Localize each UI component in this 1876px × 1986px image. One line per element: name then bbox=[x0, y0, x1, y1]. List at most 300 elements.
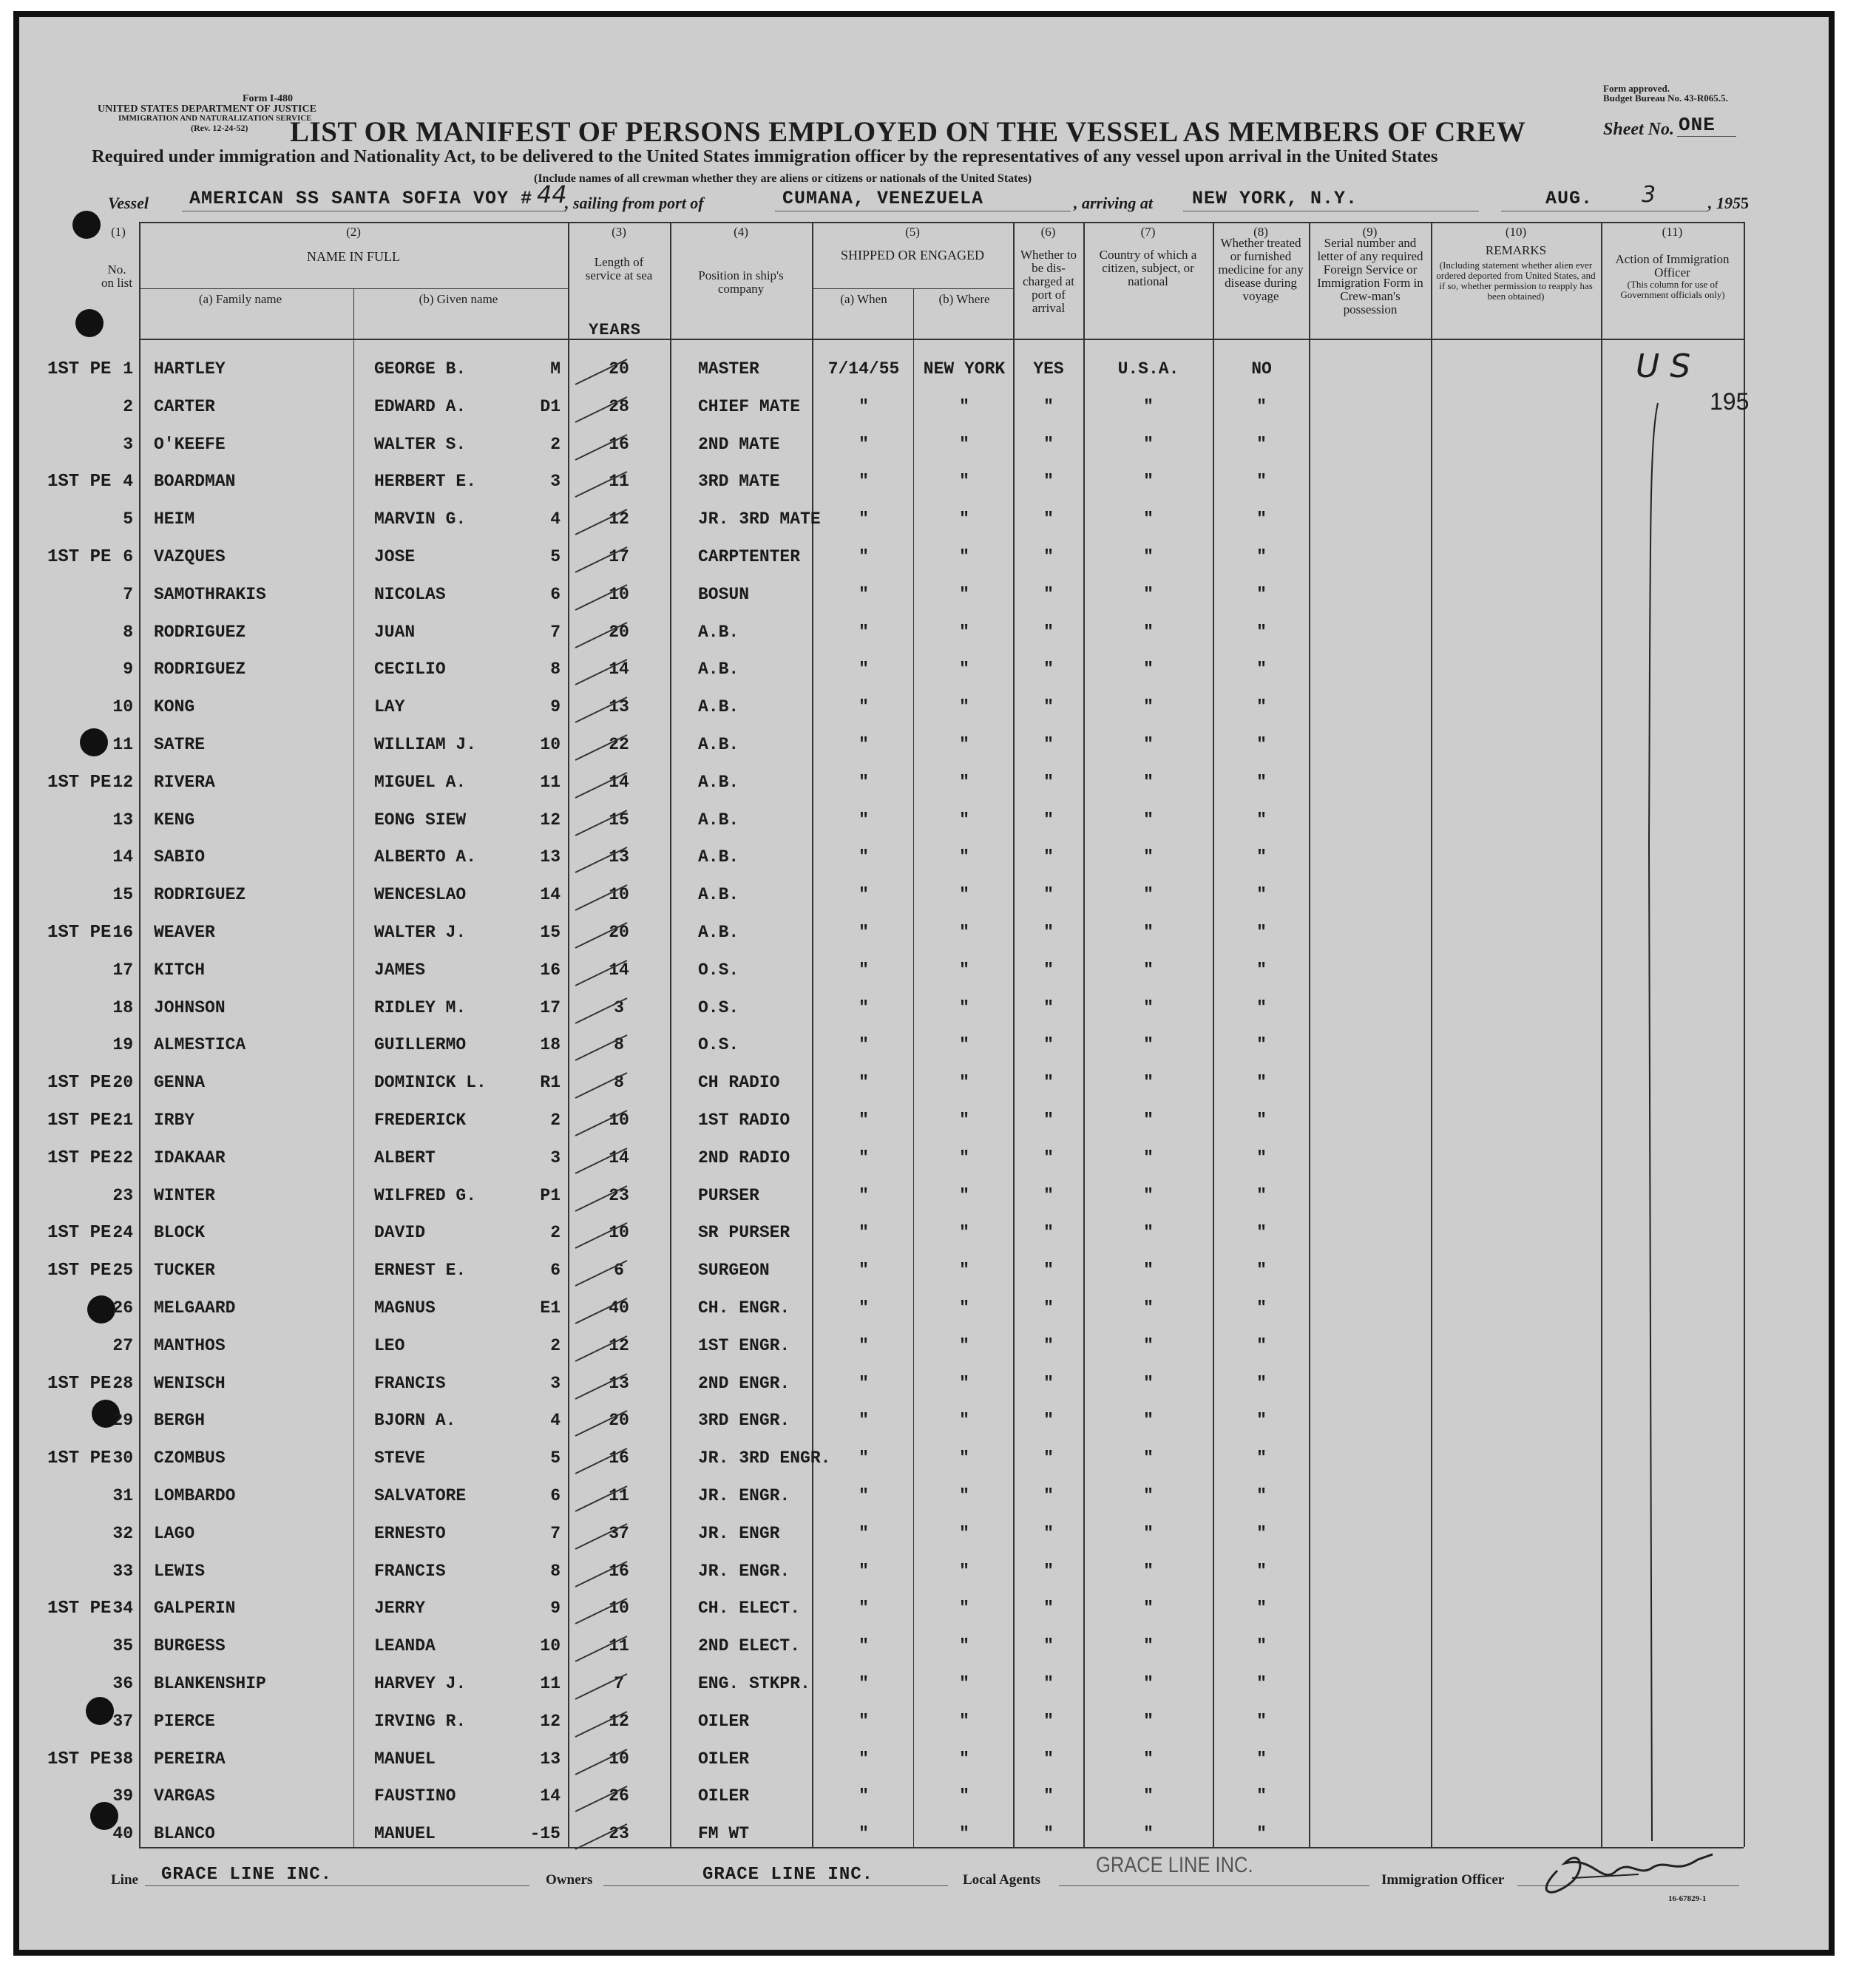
cell-discharged: " bbox=[1043, 923, 1054, 942]
vessel-name: AMERICAN SS SANTA SOFIA VOY # bbox=[189, 188, 533, 209]
cell-given: WILLIAM J. bbox=[374, 735, 477, 754]
cell-when: " bbox=[859, 1111, 869, 1130]
cell-where: " bbox=[959, 660, 969, 679]
cell-pre: 1ST PE bbox=[47, 1599, 112, 1619]
cell-position: 2ND ENGR. bbox=[698, 1373, 790, 1393]
cell-years: 13 bbox=[609, 1373, 629, 1393]
cell-code: 10 bbox=[540, 1636, 561, 1656]
cell-discharged: " bbox=[1043, 396, 1054, 416]
cell-medicine: " bbox=[1256, 547, 1267, 566]
cell-no: 5 bbox=[123, 509, 133, 529]
cell-years: 22 bbox=[609, 735, 629, 754]
cell-discharged: " bbox=[1043, 622, 1054, 642]
col-shipped-num: (5) bbox=[905, 225, 920, 239]
col-discharged-num: (6) bbox=[1040, 225, 1056, 239]
cell-medicine: " bbox=[1256, 1786, 1267, 1806]
arrival-port: NEW YORK, N.Y. bbox=[1192, 188, 1358, 209]
cell-position: CH. ELECT. bbox=[698, 1599, 801, 1619]
cell-position: JR. ENGR. bbox=[698, 1486, 790, 1505]
cell-discharged: " bbox=[1043, 1786, 1054, 1806]
cell-where: " bbox=[959, 1185, 969, 1205]
cell-when: " bbox=[859, 1335, 869, 1355]
cell-family: KONG bbox=[154, 697, 195, 717]
cell-years: 10 bbox=[609, 885, 629, 905]
cell-code: 3 bbox=[550, 1148, 561, 1167]
cell-family: WINTER bbox=[154, 1185, 215, 1205]
cell-country: " bbox=[1143, 1373, 1154, 1393]
cell-medicine: " bbox=[1256, 735, 1267, 754]
cell-where: " bbox=[959, 1636, 969, 1656]
cell-where: " bbox=[959, 1749, 969, 1769]
tally-stroke bbox=[569, 1405, 636, 1442]
crew-count: 195 bbox=[1710, 388, 1750, 415]
cell-medicine: " bbox=[1256, 1674, 1267, 1693]
cell-code: 4 bbox=[550, 509, 561, 529]
owners-value: GRACE LINE INC. bbox=[702, 1865, 874, 1885]
cell-discharged: " bbox=[1043, 885, 1054, 905]
cell-family: BLANKENSHIP bbox=[154, 1674, 266, 1693]
tally-stroke bbox=[569, 691, 636, 728]
cell-no: 36 bbox=[112, 1674, 133, 1693]
cell-pre: 1ST PE bbox=[47, 1223, 112, 1244]
cell-discharged: " bbox=[1043, 1261, 1054, 1281]
cell-given: EONG SIEW bbox=[374, 810, 467, 830]
cell-no: 35 bbox=[112, 1636, 133, 1656]
cell-years: 26 bbox=[609, 1786, 629, 1806]
cell-country: " bbox=[1143, 660, 1154, 679]
cell-country: " bbox=[1143, 622, 1154, 642]
cell-pre: 1ST PE bbox=[47, 472, 112, 492]
cell-years: 20 bbox=[609, 622, 629, 642]
cell-position: A.B. bbox=[698, 847, 739, 867]
cell-country: " bbox=[1143, 735, 1154, 754]
col-no-num: (1) bbox=[111, 225, 126, 239]
cell-no: 13 bbox=[112, 810, 133, 830]
subtitle: Required under immigration and Nationality Act, to be delivered to the United States immigration officer by the representatives of any vessel upon arrival in the United States bbox=[92, 146, 1438, 166]
cell-no: 29 bbox=[112, 1411, 133, 1431]
tally-stroke bbox=[569, 841, 636, 878]
cell-family: GENNA bbox=[154, 1073, 206, 1093]
cell-when: " bbox=[859, 772, 869, 792]
cell-years: 14 bbox=[609, 1148, 629, 1167]
cell-code: 11 bbox=[540, 772, 561, 792]
cell-country: " bbox=[1143, 434, 1154, 454]
cell-years: 37 bbox=[609, 1523, 629, 1543]
cell-position: O.S. bbox=[698, 1035, 739, 1055]
cell-years: 16 bbox=[609, 1448, 629, 1468]
cell-position: 1ST ENGR. bbox=[698, 1335, 790, 1355]
cell-code: 12 bbox=[540, 1711, 561, 1731]
cell-medicine: " bbox=[1256, 960, 1267, 980]
cell-code: 5 bbox=[550, 1448, 561, 1468]
cell-where: " bbox=[959, 1486, 969, 1505]
cell-where: " bbox=[959, 885, 969, 905]
cell-when: " bbox=[859, 472, 869, 492]
cell-medicine: " bbox=[1256, 1073, 1267, 1093]
tally-stroke bbox=[569, 804, 636, 841]
cell-when: " bbox=[859, 885, 869, 905]
cell-no: 20 bbox=[112, 1073, 133, 1093]
cell-given: MIGUEL A. bbox=[374, 772, 467, 792]
cell-code: 6 bbox=[550, 584, 561, 604]
cell-family: KENG bbox=[154, 810, 195, 830]
cell-when: " bbox=[859, 396, 869, 416]
cell-family: BLOCK bbox=[154, 1223, 206, 1243]
cell-position: A.B. bbox=[698, 772, 739, 792]
arrival-month: AUG. bbox=[1545, 188, 1594, 209]
cell-discharged: " bbox=[1043, 1561, 1054, 1581]
cell-where: " bbox=[959, 1035, 969, 1055]
cell-no: 32 bbox=[112, 1523, 133, 1543]
col-action-header: Action of Immigration Officer bbox=[1615, 252, 1730, 279]
cell-code: 17 bbox=[540, 997, 561, 1017]
cell-years: 28 bbox=[609, 396, 629, 416]
cell-when: " bbox=[859, 1636, 869, 1656]
cell-years: 13 bbox=[609, 847, 629, 867]
cell-family: RODRIGUEZ bbox=[154, 622, 246, 642]
cell-years: 14 bbox=[609, 772, 629, 792]
col-position-num: (4) bbox=[734, 225, 748, 239]
cell-discharged: " bbox=[1043, 472, 1054, 492]
col-when-header: (a) When bbox=[840, 292, 887, 306]
cell-medicine: " bbox=[1256, 697, 1267, 717]
col-discharged-header: Whether to be dis-charged at port of arrival bbox=[1020, 248, 1077, 315]
cell-years: 3 bbox=[614, 997, 624, 1017]
punch-hole bbox=[75, 309, 104, 337]
cell-medicine: " bbox=[1256, 584, 1267, 604]
cell-when: " bbox=[859, 847, 869, 867]
cell-where: " bbox=[959, 584, 969, 604]
cell-position: SR PURSER bbox=[698, 1223, 790, 1243]
tally-stroke bbox=[569, 1255, 636, 1292]
cell-medicine: " bbox=[1256, 1824, 1267, 1844]
cell-where: " bbox=[959, 810, 969, 830]
cell-code: 3 bbox=[550, 1373, 561, 1393]
cell-years: 17 bbox=[609, 547, 629, 566]
tally-stroke bbox=[569, 1292, 636, 1329]
cell-code: 2 bbox=[550, 1335, 561, 1355]
page-title: LIST OR MANIFEST OF PERSONS EMPLOYED ON THE VESSEL AS MEMBERS OF CREW bbox=[290, 116, 1526, 148]
cell-discharged: " bbox=[1043, 960, 1054, 980]
cell-pre: 1ST PE bbox=[47, 1261, 112, 1281]
tally-stroke bbox=[569, 992, 636, 1029]
cell-where: " bbox=[959, 1448, 969, 1468]
tally-stroke bbox=[569, 767, 636, 804]
col-years-header: Length of service at sea bbox=[585, 255, 653, 282]
cell-where: " bbox=[959, 1373, 969, 1393]
cell-position: A.B. bbox=[698, 697, 739, 717]
vessel-label: Vessel bbox=[108, 194, 149, 212]
cell-years: 14 bbox=[609, 960, 629, 980]
cell-discharged: " bbox=[1043, 1599, 1054, 1619]
cell-family: IRBY bbox=[154, 1111, 195, 1130]
col-years-unit: YEARS bbox=[589, 321, 642, 339]
cell-no: 26 bbox=[112, 1298, 133, 1318]
cell-country: " bbox=[1143, 1073, 1154, 1093]
cell-discharged: " bbox=[1043, 1636, 1054, 1656]
cell-where: " bbox=[959, 1599, 969, 1619]
print-code: 16-67829-1 bbox=[1668, 1894, 1707, 1903]
cell-years: 12 bbox=[609, 1711, 629, 1731]
cell-when: " bbox=[859, 660, 869, 679]
cell-no: 19 bbox=[112, 1035, 133, 1055]
cell-when: " bbox=[859, 1148, 869, 1167]
cell-years: 20 bbox=[609, 923, 629, 942]
cell-family: BURGESS bbox=[154, 1636, 226, 1656]
cell-position: CARPTENTER bbox=[698, 547, 801, 566]
col-name-num: (2) bbox=[346, 225, 361, 239]
cell-code: 10 bbox=[540, 735, 561, 754]
cell-pre: 1ST PE bbox=[47, 1148, 112, 1168]
cell-code: 9 bbox=[550, 697, 561, 717]
cell-given: MANUEL bbox=[374, 1824, 436, 1844]
col-action-sub: (This column for use of Government officials only) bbox=[1620, 279, 1725, 300]
cell-medicine: " bbox=[1256, 1185, 1267, 1205]
cell-code: M bbox=[550, 359, 561, 379]
cell-no: 23 bbox=[112, 1185, 133, 1205]
cell-medicine: " bbox=[1256, 923, 1267, 942]
cell-family: LAGO bbox=[154, 1523, 195, 1543]
cell-years: 10 bbox=[609, 1223, 629, 1243]
tally-stroke bbox=[569, 729, 636, 766]
cell-given: GUILLERMO bbox=[374, 1035, 467, 1055]
cell-given: HERBERT E. bbox=[374, 472, 477, 492]
cell-pre: 1ST PE bbox=[47, 1448, 112, 1469]
cell-discharged: " bbox=[1043, 1223, 1054, 1243]
cell-when: " bbox=[859, 584, 869, 604]
tally-stroke bbox=[569, 541, 636, 578]
cell-years: 11 bbox=[609, 472, 629, 492]
sheet-number: ONE bbox=[1679, 114, 1716, 136]
cell-code: 11 bbox=[540, 1674, 561, 1693]
cell-no: 38 bbox=[112, 1749, 133, 1769]
departure-port: CUMANA, VENEZUELA bbox=[782, 188, 984, 209]
cell-position: A.B. bbox=[698, 885, 739, 905]
cell-no: 2 bbox=[123, 396, 133, 416]
cell-discharged: " bbox=[1043, 1073, 1054, 1093]
tally-stroke bbox=[569, 955, 636, 992]
voyage-number: 44 bbox=[537, 180, 567, 209]
cell-when: " bbox=[859, 1523, 869, 1543]
tally-stroke bbox=[569, 1443, 636, 1480]
cell-position: A.B. bbox=[698, 810, 739, 830]
cell-years: 11 bbox=[609, 1636, 629, 1656]
cell-when: " bbox=[859, 1786, 869, 1806]
cell-code: E1 bbox=[540, 1298, 561, 1318]
cell-when: " bbox=[859, 1711, 869, 1731]
cell-country: " bbox=[1143, 1448, 1154, 1468]
cell-no: 11 bbox=[112, 735, 133, 754]
cell-code: 15 bbox=[540, 923, 561, 942]
col-shipped-header: SHIPPED OR ENGAGED bbox=[840, 248, 984, 262]
cell-position: CH. ENGR. bbox=[698, 1298, 790, 1318]
cell-when: " bbox=[859, 960, 869, 980]
cell-medicine: " bbox=[1256, 472, 1267, 492]
cell-discharged: " bbox=[1043, 1486, 1054, 1505]
cell-no: 34 bbox=[112, 1599, 133, 1619]
tally-stroke bbox=[569, 617, 636, 654]
cell-no: 17 bbox=[112, 960, 133, 980]
cell-code: 8 bbox=[550, 660, 561, 679]
cell-country: " bbox=[1143, 1223, 1154, 1243]
cell-medicine: " bbox=[1256, 1749, 1267, 1769]
cell-family: CARTER bbox=[154, 396, 215, 416]
cell-position: SURGEON bbox=[698, 1261, 770, 1281]
cell-country: " bbox=[1143, 1636, 1154, 1656]
cell-discharged: " bbox=[1043, 1185, 1054, 1205]
cell-country: " bbox=[1143, 1824, 1154, 1844]
cell-where: " bbox=[959, 1223, 969, 1243]
cell-where: " bbox=[959, 622, 969, 642]
cell-no: 22 bbox=[112, 1148, 133, 1167]
cell-given: SALVATORE bbox=[374, 1486, 467, 1505]
cell-code: 6 bbox=[550, 1261, 561, 1281]
cell-medicine: " bbox=[1256, 997, 1267, 1017]
cell-position: A.B. bbox=[698, 660, 739, 679]
cell-family: VARGAS bbox=[154, 1786, 215, 1806]
cell-where: " bbox=[959, 547, 969, 566]
cell-country: " bbox=[1143, 547, 1154, 566]
col-name-header: NAME IN FULL bbox=[307, 249, 400, 264]
cell-code: 14 bbox=[540, 885, 561, 905]
cell-given: DOMINICK L. bbox=[374, 1073, 487, 1093]
tally-stroke bbox=[569, 466, 636, 503]
cell-no: 37 bbox=[112, 1711, 133, 1731]
cell-no: 3 bbox=[123, 434, 133, 454]
cell-position: FM WT bbox=[698, 1824, 750, 1844]
cell-code: 2 bbox=[550, 434, 561, 454]
cell-code: 5 bbox=[550, 547, 561, 566]
cell-position: JR. ENGR bbox=[698, 1523, 780, 1543]
tally-stroke bbox=[569, 1029, 636, 1066]
tally-stroke bbox=[569, 429, 636, 466]
cell-years: 20 bbox=[609, 359, 629, 379]
cell-where: " bbox=[959, 772, 969, 792]
cell-where: " bbox=[959, 847, 969, 867]
cell-discharged: " bbox=[1043, 847, 1054, 867]
cell-no: 1 bbox=[123, 359, 133, 379]
cell-given: STEVE bbox=[374, 1448, 426, 1468]
cell-medicine: NO bbox=[1251, 359, 1272, 379]
cell-where: " bbox=[959, 1148, 969, 1167]
cell-pre: 1ST PE bbox=[47, 1373, 112, 1394]
cell-where: " bbox=[959, 1824, 969, 1844]
cell-country: " bbox=[1143, 1523, 1154, 1543]
cell-family: O'KEEFE bbox=[154, 434, 226, 454]
cell-no: 15 bbox=[112, 885, 133, 905]
cell-position: A.B. bbox=[698, 735, 739, 754]
cell-given: EDWARD A. bbox=[374, 396, 467, 416]
sailing-label: , sailing from port of bbox=[565, 194, 704, 212]
cell-country: " bbox=[1143, 923, 1154, 942]
cell-given: LEO bbox=[374, 1335, 405, 1355]
cell-position: A.B. bbox=[698, 622, 739, 642]
col-action-num: (11) bbox=[1662, 225, 1683, 239]
cell-where: NEW YORK bbox=[923, 359, 1006, 379]
cell-when: " bbox=[859, 1674, 869, 1693]
cell-position: JR. 3RD MATE bbox=[698, 509, 821, 529]
tally-stroke bbox=[569, 917, 636, 954]
tally-stroke bbox=[569, 1593, 636, 1630]
cell-given: NICOLAS bbox=[374, 584, 446, 604]
cell-discharged: " bbox=[1043, 1335, 1054, 1355]
cell-when: " bbox=[859, 509, 869, 529]
cell-medicine: " bbox=[1256, 509, 1267, 529]
cell-country: " bbox=[1143, 1749, 1154, 1769]
cell-code: 2 bbox=[550, 1111, 561, 1130]
vertical-check-line bbox=[1634, 399, 1664, 1848]
cell-medicine: " bbox=[1256, 1523, 1267, 1543]
cell-position: BOSUN bbox=[698, 584, 750, 604]
cell-medicine: " bbox=[1256, 1298, 1267, 1318]
cell-country: " bbox=[1143, 847, 1154, 867]
form-approved: Form approved. bbox=[1603, 83, 1670, 94]
note: (Include names of all crewman whether they are aliens or citizens or nationals of the United States) bbox=[534, 172, 1032, 185]
cell-code: 13 bbox=[540, 847, 561, 867]
cell-where: " bbox=[959, 434, 969, 454]
cell-pre: 1ST PE bbox=[47, 1073, 112, 1094]
cell-where: " bbox=[959, 1298, 969, 1318]
cell-country: " bbox=[1143, 584, 1154, 604]
cell-country: " bbox=[1143, 1261, 1154, 1281]
cell-family: BERGH bbox=[154, 1411, 206, 1431]
cell-discharged: " bbox=[1043, 434, 1054, 454]
cell-code: 7 bbox=[550, 622, 561, 642]
cell-when: " bbox=[859, 923, 869, 942]
col-position-header: Position in ship's company bbox=[698, 268, 784, 296]
cell-no: 8 bbox=[123, 622, 133, 642]
cell-family: BOARDMAN bbox=[154, 472, 236, 492]
cell-medicine: " bbox=[1256, 1711, 1267, 1731]
cell-discharged: " bbox=[1043, 810, 1054, 830]
cell-code: 13 bbox=[540, 1749, 561, 1769]
cell-country: U.S.A. bbox=[1117, 359, 1179, 379]
cell-where: " bbox=[959, 1523, 969, 1543]
cell-discharged: " bbox=[1043, 697, 1054, 717]
cell-when: " bbox=[859, 997, 869, 1017]
col-remarks-sub: (Including statement whether alien ever ordered deported from United States, and if so, whether permission to reapply has been obtained) bbox=[1436, 260, 1596, 302]
cell-where: " bbox=[959, 1261, 969, 1281]
cell-when: " bbox=[859, 622, 869, 642]
year-digit: 5 bbox=[1741, 194, 1749, 212]
cell-position: 2ND MATE bbox=[698, 434, 780, 454]
cell-medicine: " bbox=[1256, 622, 1267, 642]
cell-code: 6 bbox=[550, 1486, 561, 1505]
cell-country: " bbox=[1143, 960, 1154, 980]
cell-position: 2ND RADIO bbox=[698, 1148, 790, 1167]
arrival-day: 3 bbox=[1642, 182, 1656, 208]
tally-stroke bbox=[569, 1330, 636, 1367]
tally-stroke bbox=[569, 1480, 636, 1517]
cell-medicine: " bbox=[1256, 1111, 1267, 1130]
tally-stroke bbox=[569, 654, 636, 691]
cell-country: " bbox=[1143, 1599, 1154, 1619]
tally-stroke bbox=[569, 1368, 636, 1405]
col-serial-num: (9) bbox=[1362, 225, 1378, 239]
cell-discharged: " bbox=[1043, 1749, 1054, 1769]
form-number: Form I-480 bbox=[243, 93, 294, 104]
cell-family: SATRE bbox=[154, 735, 206, 754]
cell-family: MELGAARD bbox=[154, 1298, 236, 1318]
agents-label: Local Agents bbox=[963, 1872, 1041, 1888]
cell-years: 23 bbox=[609, 1824, 629, 1844]
cell-given: IRVING R. bbox=[374, 1711, 467, 1731]
cell-code: 12 bbox=[540, 810, 561, 830]
cell-given: FAUSTINO bbox=[374, 1786, 456, 1806]
cell-years: 10 bbox=[609, 1749, 629, 1769]
tally-stroke bbox=[569, 1630, 636, 1667]
cell-pre: 1ST PE bbox=[47, 1749, 112, 1769]
